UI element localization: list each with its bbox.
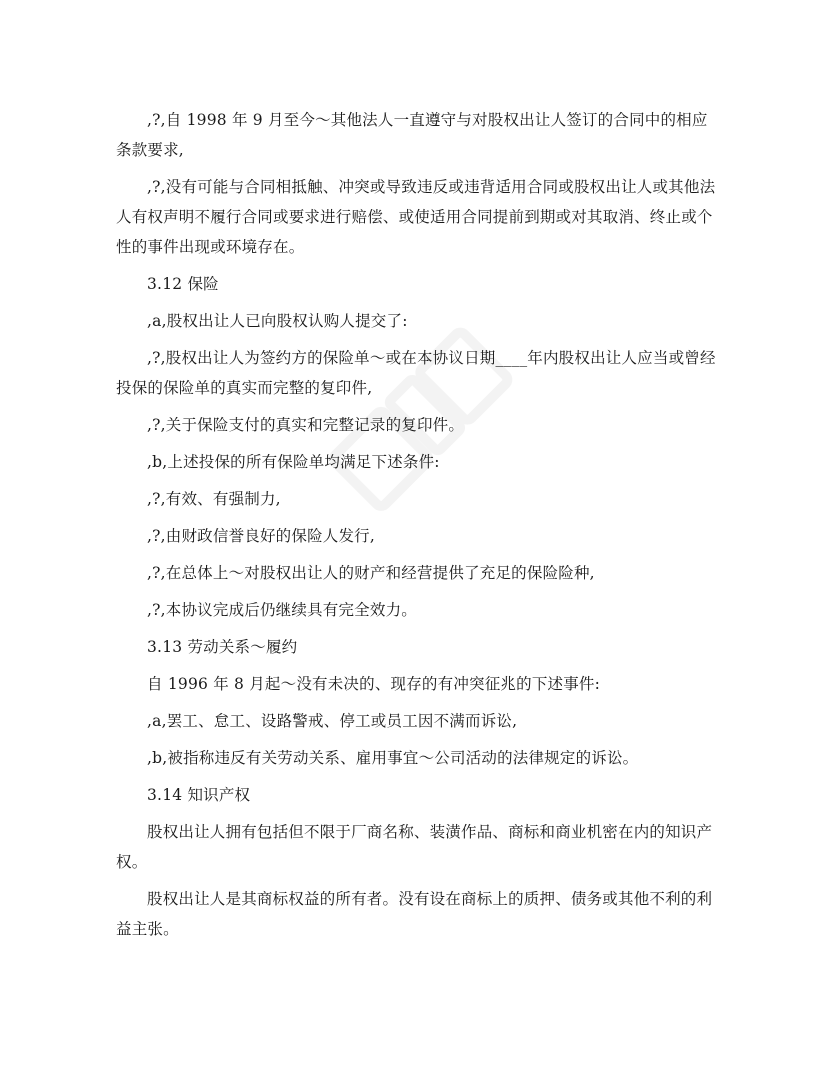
paragraph-8: ,?,由财政信誉良好的保险人发行, xyxy=(147,527,375,545)
paragraph-12: ,a,罢工、怠工、设路警戒、停工或员工因不满而诉讼, xyxy=(147,712,518,730)
paragraph-10: ,?,本协议完成后仍继续具有完全效力。 xyxy=(147,601,417,619)
paragraph-5: ,?,关于保险支付的真实和完整记录的复印件。 xyxy=(147,416,465,434)
section-heading-3-12: 3.12 保险 xyxy=(147,275,219,293)
paragraph-1: ,?,自 1998 年 9 月至今～其他法人一直遵守与对股权出让人签订的合同中的相应条款要求, xyxy=(116,111,708,159)
document-body xyxy=(116,105,716,951)
paragraph-13: ,b,被指称违反有关劳动关系、雇用事宜～公司活动的法律规定的诉讼。 xyxy=(147,749,639,767)
paragraph-9: ,?,在总体上～对股权出让人的财产和经营提供了充足的保险险种, xyxy=(147,564,595,582)
section-heading-3-14: 3.14 知识产权 xyxy=(147,786,251,804)
paragraph-14: 股权出让人拥有包括但不限于厂商名称、装潢作品、商标和商业机密在内的知识产权。 xyxy=(116,823,713,871)
paragraph-15: 股权出让人是其商标权益的所有者。没有设在商标上的质押、债务或其他不利的利益主张。 xyxy=(116,890,713,938)
section-heading-3-13: 3.13 劳动关系～履约 xyxy=(147,638,298,656)
paragraph-4: ,?,股权出让人为签约方的保险单～或在本协议日期____年内股权出让人应当或曾经投保的保险单的真实而完整的复印件, xyxy=(116,349,716,397)
paragraph-3: ,a,股权出让人已向股权认购人提交了: xyxy=(147,312,408,330)
paragraph-7: ,?,有效、有强制力, xyxy=(147,490,281,508)
paragraph-11: 自 1996 年 8 月起～没有未决的、现存的有冲突征兆的下述事件: xyxy=(147,675,601,693)
paragraph-2: ,?,没有可能与合同相抵触、冲突或导致违反或违背适用合同或股权出让人或其他法人有权声明不履行合同或要求进行赔偿、或使适用合同提前到期或对其取消、终止或个性的事件出现或环境存在。 xyxy=(116,178,716,256)
paragraph-6: ,b,上述投保的所有保险单均满足下述条件: xyxy=(147,453,440,471)
